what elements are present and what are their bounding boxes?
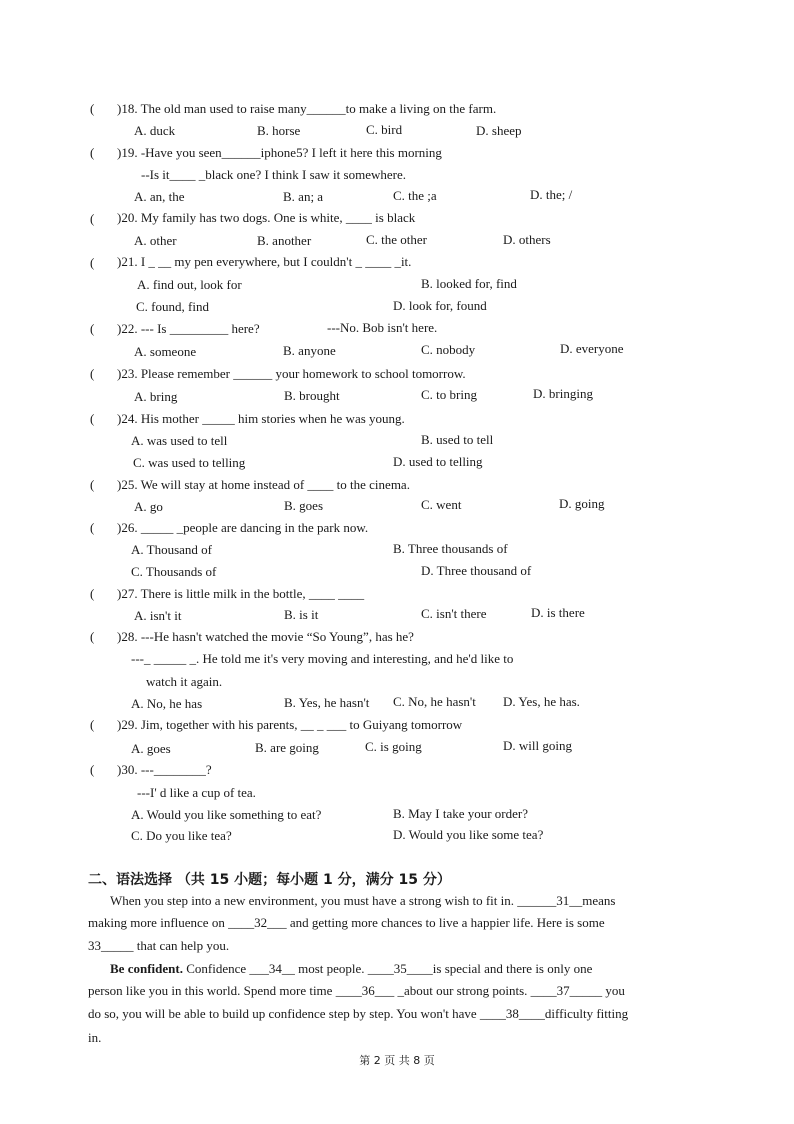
answer-paren: ( [90,101,95,116]
question-18-stem: )18. The old man used to raise many______to make a living on the farm. [117,101,497,116]
q19-option-a: A. an, the [134,189,185,204]
q30-option-a: A. Would you like something to eat? [131,807,322,822]
question-25-stem: )25. We will stay at home instead of ____ to the cinema. [117,477,410,492]
q29-option-a: A. goes [131,741,171,756]
q30-option-d: D. Would you like some tea? [393,827,544,842]
question-30-reply: ---I' d like a cup of tea. [137,785,256,800]
q19-option-d: D. the; / [530,187,573,202]
q22-option-d: D. everyone [560,341,624,356]
answer-paren: ( [90,717,95,732]
q29-option-c: C. is going [365,739,422,754]
passage-line-2: making more influence on ____32___ and getting more chances to live a happier life. Here is some [88,915,605,930]
answer-paren: ( [90,211,95,226]
q18-option-a: A. duck [134,123,176,138]
passage-line-7: in. [88,1030,102,1045]
q22-option-a: A. someone [134,344,197,359]
q29-option-d: D. will going [503,738,572,753]
q20-option-a: A. other [134,233,177,248]
q28-option-b: B. Yes, he hasn't [284,695,370,710]
question-28-stem: )28. ---He hasn't watched the movie “So Young”, has he? [117,629,414,644]
answer-paren: ( [90,145,95,160]
q27-option-c: C. isn't there [421,606,487,621]
q28-option-c: C. No, he hasn't [393,694,476,709]
q27-option-d: D. is there [531,605,585,620]
q25-option-b: B. goes [284,498,323,513]
passage-line-4-text: Confidence ___34__ most people. ____35____is special and there is only one [182,961,593,976]
question-21-stem: )21. I _ __ my pen everywhere, but I couldn't _ ____ _it. [117,254,412,269]
q24-option-c: C. was used to telling [133,455,246,470]
q26-option-d: D. Three thousand of [421,563,532,578]
q26-option-c: C. Thousands of [131,564,217,579]
answer-paren: ( [90,477,95,492]
question-30-stem: )30. ---________? [117,762,212,777]
q22-option-c: C. nobody [421,342,476,357]
q18-option-d: D. sheep [476,123,522,138]
question-23-stem: )23. Please remember ______ your homework to school tomorrow. [117,366,466,381]
question-20-stem: )20. My family has two dogs. One is white, ____ is black [117,210,416,225]
question-27-stem: )27. There is little milk in the bottle, ____ ____ [117,586,365,601]
passage-line-6: do so, you will be able to build up confidence step by step. You won't have ____38____difficulty fitting [88,1006,629,1021]
question-19-stem-line2: --Is it____ _black one? I think I saw it somewhere. [141,167,406,182]
question-22-reply: ---No. Bob isn't here. [327,320,438,335]
question-22-stem: )22. --- Is _________ here? [117,321,260,336]
question-19-stem: )19. -Have you seen______iphone5? I left it here this morning [117,145,442,160]
q30-option-c: C. Do you like tea? [131,828,232,843]
q25-option-d: D. going [559,496,605,511]
q21-option-a: A. find out, look for [137,277,242,292]
question-28-stem-line2: ---_ _____ _. He told me it's very moving and interesting, and he'd like to [131,651,514,666]
q28-option-d: D. Yes, he has. [503,694,580,709]
q19-option-b: B. an; a [283,189,324,204]
q21-option-d: D. look for, found [393,298,487,313]
answer-paren: ( [90,255,95,270]
q20-option-d: D. others [503,232,551,247]
answer-paren: ( [90,411,95,426]
answer-paren: ( [90,629,95,644]
q26-option-a: A. Thousand of [131,542,213,557]
q21-option-c: C. found, find [136,299,209,314]
q21-option-b: B. looked for, find [421,276,517,291]
passage-line-1: When you step into a new environment, you must have a strong wish to fit in. ______31__means [110,893,616,908]
section-title: 二、语法选择 （共 15 小题；每小题 1 分，满分 15 分） [88,872,451,888]
q23-option-c: C. to bring [421,387,477,402]
q23-option-d: D. bringing [533,386,593,401]
answer-paren: ( [90,520,95,535]
q22-option-b: B. anyone [283,343,336,358]
answer-paren: ( [90,366,95,381]
q18-option-b: B. horse [257,123,301,138]
q24-option-a: A. was used to tell [131,433,228,448]
question-28-stem-line3: watch it again. [146,674,223,689]
question-24-stem: )24. His mother _____ him stories when he was young. [117,411,405,426]
q24-option-d: D. used to telling [393,454,483,469]
q23-option-b: B. brought [284,388,340,403]
q19-option-c: C. the ;a [393,188,437,203]
q28-option-a: A. No, he has [131,696,203,711]
passage-line-5: person like you in this world. Spend more time ____36___ _about our strong points. ____37_____ you [88,983,625,998]
q27-option-b: B. is it [284,607,319,622]
q23-option-a: A. bring [134,389,178,404]
q20-option-c: C. the other [366,232,428,247]
q27-option-a: A. isn't it [134,608,182,623]
q29-option-b: B. are going [255,740,319,755]
passage-heading-be-confident: Be confident. [110,961,183,976]
q25-option-a: A. go [134,499,163,514]
q25-option-c: C. went [421,497,462,512]
q24-option-b: B. used to tell [421,432,494,447]
answer-paren: ( [90,586,95,601]
passage-line-3: 33_____ that can help you. [88,938,230,953]
q30-option-b: B. May I take your order? [393,806,529,821]
q18-option-c: C. bird [366,122,403,137]
q20-option-b: B. another [257,233,312,248]
answer-paren: ( [90,762,95,777]
question-29-stem: )29. Jim, together with his parents, __ _ ___ to Guiyang tomorrow [117,717,463,732]
q26-option-b: B. Three thousands of [393,541,508,556]
page-footer: 第 2 页 共 8 页 [359,1054,435,1067]
passage-line-4 [110,961,592,977]
answer-paren: ( [90,321,95,336]
question-26-stem: )26. _____ _people are dancing in the park now. [117,520,369,535]
